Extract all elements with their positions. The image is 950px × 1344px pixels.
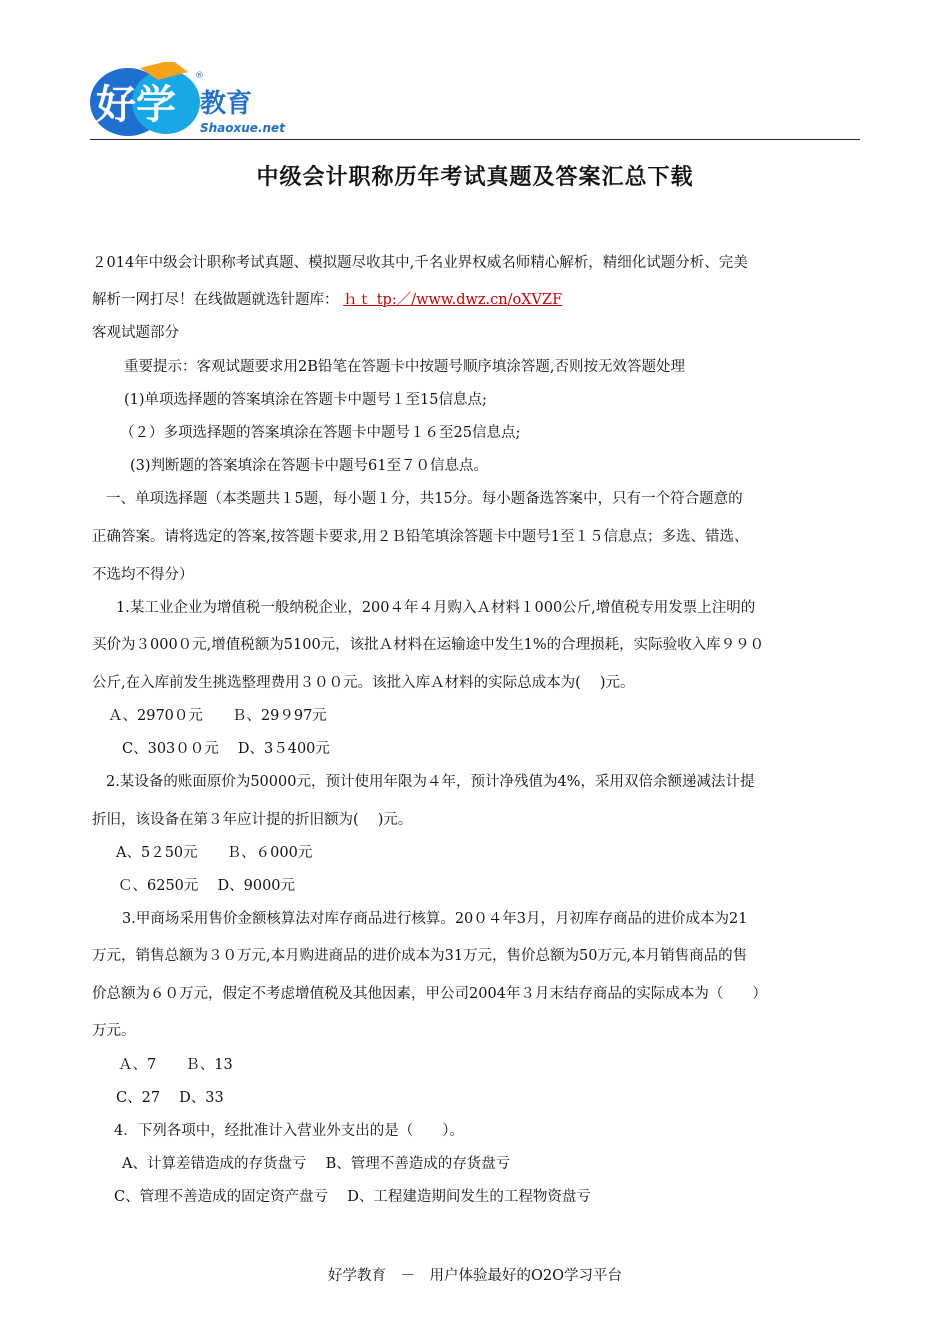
q2-line-2: 折旧，该设备在第３年应计提的折旧额为( )元。 <box>92 812 413 828</box>
notice-item-1: (1)单项选择题的答案填涂在答题卡中题号１至15信息点; <box>124 392 487 408</box>
q4-line-1: 4．下列各项中，经批准计入营业外支出的是（ ）。 <box>114 1123 464 1139</box>
logo-brand-text: 教育 <box>200 89 253 119</box>
logo-registered-mark: ® <box>195 71 204 81</box>
q1-line-2: 买价为３000０元,增值税额为5100元，该批Ａ材料在运输途中发生1%的合理损耗，实际验收入库９９０ <box>92 637 765 653</box>
header-divider <box>90 139 860 140</box>
intro-line-1: ２014年中级会计职称考试真题、模拟题尽收其中,千名业界权威名师精心解析，精细化试题分析、完美 <box>92 255 748 271</box>
q2-options-ab: A、5２50元 Ｂ、６000元 <box>116 845 313 861</box>
q1-line-3: 公斤,在入库前发生挑选整理费用３００元。该批入库Ａ材料的实际总成本为( )元。 <box>92 675 635 691</box>
intro-line-2-text: 解析一网打尽！在线做题就选针题库： <box>92 292 339 308</box>
part1-line-3: 不选均不得分） <box>92 567 194 583</box>
shaoxue-logo <box>88 62 288 142</box>
intro-line-2 <box>92 290 562 310</box>
q3-options-ab: Ａ、7 Ｂ、13 <box>118 1057 233 1073</box>
question-bank-link[interactable]: ｈｔ tp:／/www.dwz.cn/oXVZF <box>343 292 563 308</box>
page-title: 中级会计职称历年考试真题及答案汇总下载 <box>256 165 694 190</box>
q1-options-cd: C、303００元 D、3５400元 <box>122 741 330 757</box>
q3-line-2: 万元，销售总额为３０万元,本月购进商品的进价成本为31万元，售价总额为50万元,本月销售商品的售 <box>92 948 748 964</box>
q3-options-cd: C、27 D、33 <box>116 1090 224 1106</box>
section-label: 客观试题部分 <box>92 325 179 341</box>
logo-mark-text: 好学 <box>96 82 176 128</box>
part1-line-1: 一、单项选择题（本类题共１5题，每小题１分，共15分。每小题备选答案中，只有一个符合题意的 <box>106 491 743 507</box>
q1-line-1: 1.某工业企业为增值税一般纳税企业，200４年４月购入Ａ材料１000公斤,增值税专用发票上注明的 <box>116 600 756 616</box>
part1-line-2: 正确答案。请将选定的答案,按答题卡要求,用２Ｂ铅笔填涂答题卡中题号1至１５信息点；多选、错选、 <box>92 529 749 545</box>
notice-main: 重要提示：客观试题要求用2B铅笔在答题卡中按题号顺序填涂答题,否则按无效答题处理 <box>124 359 685 375</box>
q2-line-1: 2.某设备的账面原价为50000元，预计使用年限为４年，预计净残值为4%，采用双倍余额递减法计提 <box>106 774 755 790</box>
q3-line-4: 万元。 <box>92 1023 136 1039</box>
q3-line-1: 3.甲商场采用售价金额核算法对库存商品进行核算。20０４年3月，月初库存商品的进价成本为21 <box>122 911 748 927</box>
notice-item-3: (3)判断题的答案填涂在答题卡中题号61至７０信息点。 <box>130 458 488 474</box>
notice-item-2: （２）多项选择题的答案填涂在答题卡中题号１６至25信息点; <box>120 425 521 441</box>
q1-options-ab: Ａ、2970０元 Ｂ、29９97元 <box>108 708 327 724</box>
logo-domain-text: Shaoxue.net <box>200 121 285 135</box>
q4-options-cd: C、管理不善造成的固定资产盘亏 D、工程建造期间发生的工程物资盘亏 <box>114 1189 591 1205</box>
q3-line-3: 价总额为６０万元，假定不考虑增值税及其他因素，甲公司2004年３月末结存商品的实际成本为（ ） <box>92 986 767 1002</box>
q4-options-ab: A、计算差错造成的存货盘亏 B、管理不善造成的存货盘亏 <box>122 1156 511 1172</box>
q2-options-cd: Ｃ、6250元 D、9000元 <box>118 878 296 894</box>
page-footer: 好学教育 － 用户体验最好的O2O学习平台 <box>328 1268 622 1284</box>
